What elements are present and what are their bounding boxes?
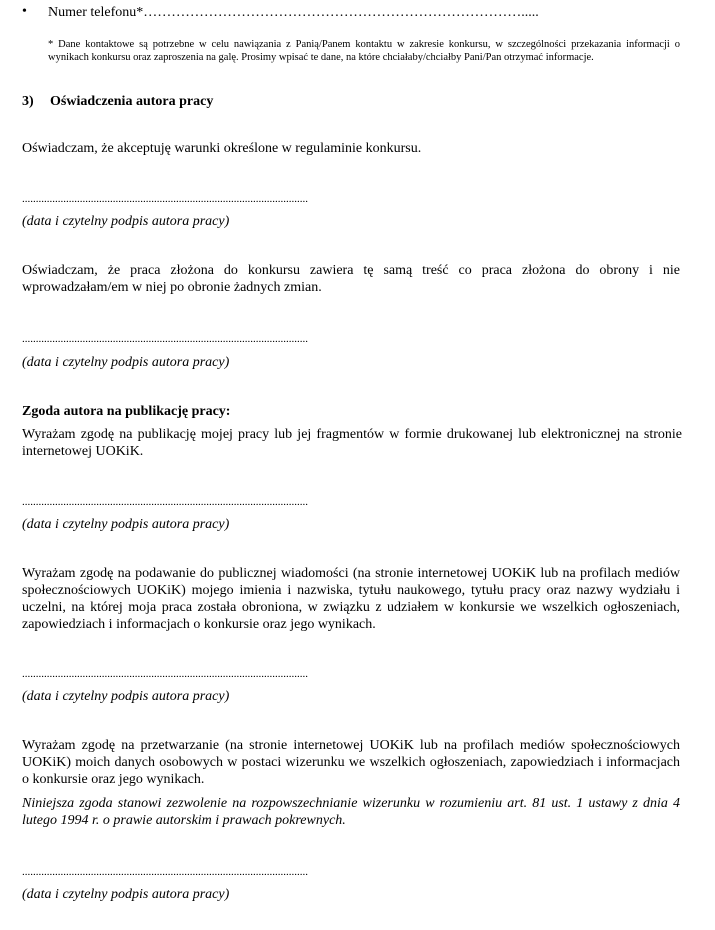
contact-data-footnote: * Dane kontaktowe są potrzebne w celu nawiązania z Panią/Panem kontaktu w zakresie konkursu, w szczególności przekazania informacji o wynikach konkursu oraz zaproszenia na galę. Prosimy wpisać te dane, na które chciałaby/chciałby Pani/Pan otrzymać informacje. (48, 39, 680, 63)
section-title: Oświadczenia autora pracy (50, 94, 214, 109)
consent-text: Wyrażam zgodę na podawanie do publicznej wiadomości (na stronie internetowej UOKiK lub na profilach mediów społecznościowych UOKiK) mojego imienia i nazwiska, tytułu naukowego, tytułu pracy oraz nazwy wydziału i uczelni, na której moja praca została obroniona, w związku z udziałem w konkursie we wszelkich ogłoszeniach, zapowiedziach i informacjach o konkursie oraz jego wynikach. (22, 566, 680, 632)
signature-caption: (data i czytelny podpis autora pracy) (22, 887, 230, 902)
signature-line[interactable]: ........................................................................................................ (22, 866, 308, 878)
signature-caption: (data i czytelny podpis autora pracy) (22, 517, 230, 532)
phone-number-field[interactable]: Numer telefonu*………………………………………………………………………..... (48, 5, 539, 20)
signature-line[interactable]: ........................................................................................................ (22, 193, 308, 205)
signature-line[interactable]: ........................................................................................................ (22, 496, 308, 508)
consent-text: Wyrażam zgodę na przetwarzanie (na stronie internetowej UOKiK lub na profilach mediów społecznościowych UOKiK) moich danych osobowych w postaci wizerunku we wszelkich ogłoszeniach, zapowiedziach i informacjach o konkursie oraz jego wynikach. (22, 738, 680, 787)
section-number: 3) (22, 94, 34, 109)
consent-text: Wyrażam zgodę na publikację mojej pracy lub jej fragmentów w formie drukowanej lub elektronicznej na stronie internetowej UOKiK. (22, 427, 682, 459)
image-rights-note: Niniejsza zgoda stanowi zezwolenie na rozpowszechnianie wizerunku w rozumieniu art. 81 ust. 1 ustawy z dnia 4 lutego 1994 r. o prawie autorskim i prawach pokrewnych. (22, 796, 680, 828)
consent-heading: Zgoda autora na publikację pracy: (22, 404, 231, 419)
declaration-text: Oświadczam, że praca złożona do konkursu zawiera tę samą treść co praca złożona do obrony i nie wprowadzałam/em w niej po obronie żadnych zmian. (22, 263, 680, 295)
signature-line[interactable]: ........................................................................................................ (22, 668, 308, 680)
signature-caption: (data i czytelny podpis autora pracy) (22, 214, 230, 229)
signature-caption: (data i czytelny podpis autora pracy) (22, 355, 230, 370)
declaration-text: Oświadczam, że akceptuję warunki określone w regulaminie konkursu. (22, 141, 422, 156)
list-bullet: • (22, 4, 27, 19)
signature-caption: (data i czytelny podpis autora pracy) (22, 689, 230, 704)
signature-line[interactable]: ........................................................................................................ (22, 333, 308, 345)
